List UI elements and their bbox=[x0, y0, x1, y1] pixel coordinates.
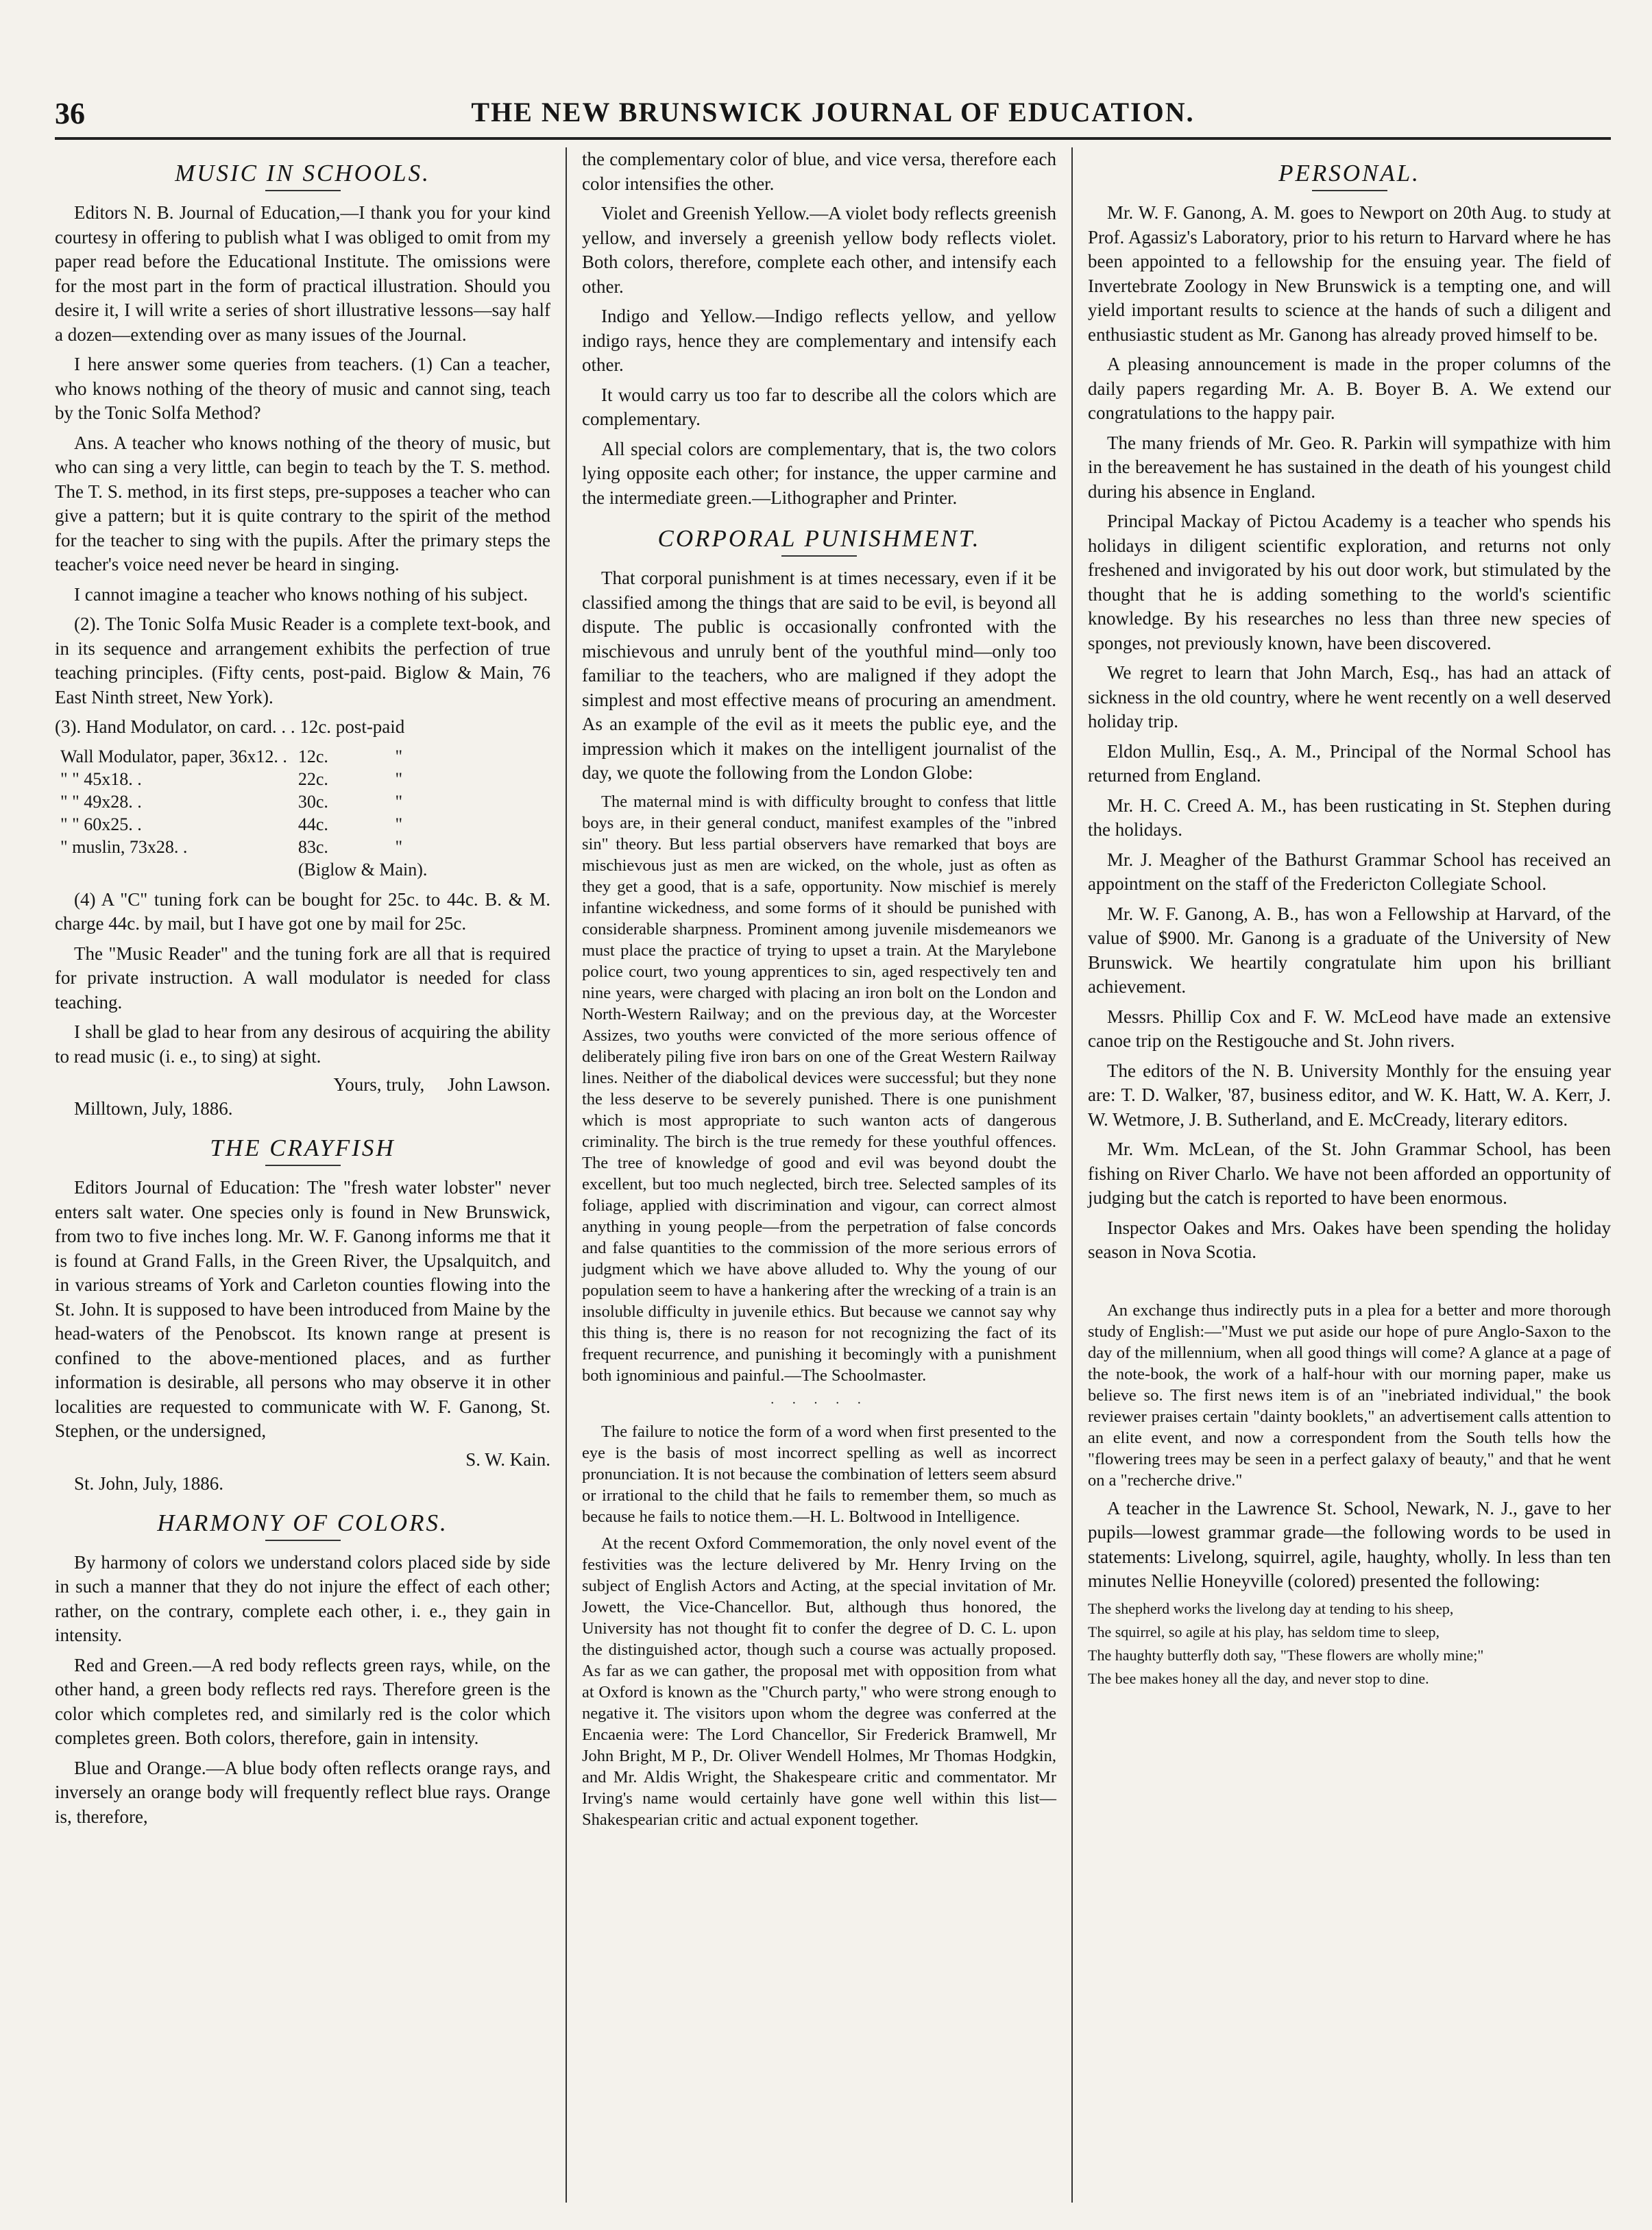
heading-rule bbox=[781, 555, 857, 557]
price-row bbox=[55, 768, 433, 790]
header-rule bbox=[55, 137, 1611, 140]
personal-paragraph: We regret to learn that John March, Esq., has had an attack of sickness in the old country, where he went recently on a well deserved holiday trip. bbox=[1088, 662, 1611, 731]
price-item: " " 45x18. . bbox=[60, 768, 142, 789]
personal-paragraph: The many friends of Mr. Geo. R. Parkin will sympathize with him in the bereavement he has sustained in the death of his youngest child during his absence in England. bbox=[1088, 432, 1611, 502]
column-middle bbox=[566, 147, 1073, 2203]
price-row bbox=[55, 836, 433, 858]
harmony-paragraph: It would carry us too far to describe all the colors which are complementary. bbox=[582, 384, 1056, 429]
price-row bbox=[55, 790, 433, 813]
journal-title: THE NEW BRUNSWICK JOURNAL OF EDUCATION. bbox=[471, 97, 1195, 128]
price-item: Wall Modulator, paper, 36x12. . bbox=[60, 746, 287, 766]
music-paragraph: Ans. A teacher who knows nothing of the theory of music, but who can sing a very little, can begin to teach by the T. S. method. The T. S. method, in its first steps, pre-supposes a teacher who can give a pattern; but it is quite contrary to the spirit of the method for the teacher to sing with the pupils. After the primary steps the teacher's voice need never be heard in singing. bbox=[55, 432, 550, 574]
page-number: 36 bbox=[55, 97, 85, 130]
personal-paragraph: Messrs. Phillip Cox and F. W. McLeod have made an extensive canoe trip on the Restigouche and St. John rivers. bbox=[1088, 1006, 1611, 1051]
price-row bbox=[55, 858, 433, 881]
price-value: 83c. bbox=[297, 836, 328, 857]
heading-rule bbox=[265, 1165, 341, 1166]
heading-rule bbox=[265, 1540, 341, 1541]
personal-paragraph: A pleasing announcement is made in the proper columns of the daily papers regarding Mr. A. B. Boyer B. A. We extend our congratulations to the happy pair. bbox=[1088, 354, 1611, 423]
harmony-paragraph: Violet and Greenish Yellow.—A violet body reflects greenish yellow, and inversely a greenish yellow body reflects violet. Both colors, therefore, complete each other, and intensify each other. bbox=[582, 203, 1056, 297]
section-separator bbox=[1088, 1274, 1611, 1290]
exchange-item bbox=[1088, 1300, 1611, 1491]
heading-personal: PERSONAL. bbox=[1278, 160, 1420, 186]
music-signature-line bbox=[55, 1074, 550, 1095]
price-item: " " 60x25. . bbox=[60, 814, 142, 834]
price-item: " " 49x28. . bbox=[60, 791, 142, 812]
price-ditto: " bbox=[395, 791, 403, 812]
personal-paragraph: Eldon Mullin, Esq., A. M., Principal of the Normal School has returned from England. bbox=[1088, 740, 1611, 786]
price-value: 12c. bbox=[297, 746, 328, 766]
poem-line: The bee makes honey all the day, and never stop to dine. bbox=[1088, 1669, 1429, 1687]
music-paragraph: (4) A "C" tuning fork can be bought for 25c. to 44c. B. & M. charge 44c. by mail, but I have got one by mail for 25c. bbox=[55, 888, 550, 934]
harmony-paragraph: the complementary color of blue, and vice versa, therefore each color intensifies the other. bbox=[582, 149, 1056, 194]
price-value: 22c. bbox=[297, 768, 328, 789]
personal-paragraph: Mr. Wm. McLean, of the St. John Grammar School, has been fishing on River Charlo. We have not been afforded an opportunity of judging but the catch is reported to have been enormous. bbox=[1088, 1139, 1611, 1208]
music-dateline: Milltown, July, 1886. bbox=[74, 1098, 233, 1119]
poem-line: The shepherd works the livelong day at tending to his sheep, bbox=[1088, 1599, 1454, 1617]
personal-paragraph: Mr. H. C. Creed A. M., has been rusticating in St. Stephen during the holidays. bbox=[1088, 795, 1611, 840]
harmony-paragraph: Blue and Orange.—A blue body often reflects orange rays, and inversely an orange body will frequently reflect blue rays. Orange is, therefore, bbox=[55, 1757, 550, 1827]
music-paragraph: I cannot imagine a teacher who knows nothing of his subject. bbox=[74, 583, 529, 605]
heading-corporal-punishment: CORPORAL PUNISHMENT. bbox=[657, 525, 981, 552]
crayfish-dateline: St. John, July, 1886. bbox=[74, 1472, 224, 1494]
music-paragraph: (2). The Tonic Solfa Music Reader is a complete text-book, and in its sequence and arrangement exhibits the perfection of true teaching principles. (Fifty cents, post-paid. Biglow & Main, 76 East Ninth street, New York). bbox=[55, 614, 550, 707]
heading-crayfish: THE CRAYFISH bbox=[210, 1135, 396, 1161]
harmony-paragraph: By harmony of colors we understand colors placed side by side in such a manner that they do not injure the effect of each other; rather, on the contrary, complete each other, i. e., they gain in intensity. bbox=[55, 1551, 550, 1645]
corporal-paragraph: That corporal punishment is at times necessary, even if it be classified among the things that are said to be evil, is beyond all dispute. The public is occasionally confronted with the mischievous and unruly bent of the youthful mind—only too familiar to the teachers, who are maligned if they adopt the simplest and most effective means of procuring an amendment. As an example of the evil as it meets the public eye, and the impression which it makes on the intelligent journalist of the day, we quote the following from the London Globe: bbox=[582, 568, 1056, 783]
columns bbox=[55, 147, 1611, 2203]
harmony-paragraph: Red and Green.—A red body reflects green rays, while, on the other hand, a green body reflects red rays. Therefore green is the color which completes red, and similarly red is the color which completes green. Both colors, therefore, gain in intensity. bbox=[55, 1654, 550, 1748]
spelling-item bbox=[582, 1421, 1056, 1527]
music-paragraph: I here answer some queries from teachers. (1) Can a teacher, who knows nothing of the theory of music and cannot sing, teach by the Tonic Solfa Method? bbox=[55, 354, 550, 423]
newark-paragraph: A teacher in the Lawrence St. School, Newark, N. J., gave to her pupils—lowest grammar grade—the following words to be used in statements: Livelong, squirrel, agile, haughty, wholly. In less than ten minutes Nellie Honeyville (colored) presented the following: bbox=[1088, 1497, 1611, 1591]
spelling-paragraph: The failure to notice the form of a word when first presented to the eye is the basis of most incorrect spelling as well as incorrect pronunciation. It is not because the combination of letters seem absurd or irrational to the child that he fails to remember them, so much as because he fails to notice them.—H. L. Boltwood in Intelligence. bbox=[582, 1422, 1056, 1526]
price-row bbox=[55, 745, 433, 768]
personal-paragraph: Inspector Oakes and Mrs. Oakes have been spending the holiday season in Nova Scotia. bbox=[1088, 1217, 1611, 1262]
price-ditto: " bbox=[395, 814, 403, 834]
price-value: 30c. bbox=[297, 791, 328, 812]
heading-harmony-of-colors: HARMONY OF COLORS. bbox=[157, 1509, 448, 1536]
column-right bbox=[1073, 147, 1611, 2203]
price-note: (Biglow & Main). bbox=[297, 859, 428, 880]
price-value: 44c. bbox=[297, 814, 328, 834]
personal-paragraph: Mr. W. F. Ganong, A. M. goes to Newport on 20th Aug. to study at Prof. Agassiz's Laboratory, prior to his return to Harvard where he has been appointed to a fellowship for the ensuing year. The field of Invertebrate Zoology in New Brunswick is a tempting one, and will yield important results to science at the hands of such a diligent and enthusiastic student as Mr. Ganong has already proved himself to be. bbox=[1088, 202, 1611, 345]
column-left bbox=[55, 147, 566, 2203]
poem-line: The squirrel, so agile at his play, has seldom time to sleep, bbox=[1088, 1623, 1440, 1640]
music-signature: John Lawson. bbox=[448, 1074, 550, 1095]
price-ditto: " bbox=[395, 746, 403, 766]
crayfish-paragraph: Editors Journal of Education: The "fresh water lobster" never enters salt water. One species only is found in New Brunswick, from two to five inches long. Mr. W. F. Ganong informs me that it is found at Grand Falls, in the Green River, the Upsalquitch, and in various streams of York and Carleton counties flowing into the St. John. It is supposed to have been introduced from Maine by the head-waters of the Penobscot. Its known range at present is confined to the above-mentioned places, and as further information is desirable, all persons who may observe it in other localities are requested to communicate with W. F. Ganong, St. Stephen, or the undersigned, bbox=[55, 1177, 550, 1441]
price-ditto: " bbox=[395, 836, 403, 857]
heading-music-in-schools: MUSIC IN SCHOOLS. bbox=[175, 160, 430, 186]
music-paragraph: Editors N. B. Journal of Education,—I thank you for your kind courtesy in offering to publish what I was obliged to omit from my paper read before the Educational Institute. The omissions were for the most part in the form of practical illustration. Should you desire it, I will write a series of short illustrative lessons—say half a dozen—extending over as many issues of the Journal. bbox=[55, 202, 550, 345]
music-paragraph: The "Music Reader" and the tuning fork are all that is required for private instruction. A wall modulator is needed for class teaching. bbox=[55, 943, 550, 1013]
music-paragraph: (3). Hand Modulator, on card. . . 12c. post-paid bbox=[55, 716, 405, 737]
corporal-quotation bbox=[582, 791, 1056, 1386]
running-head bbox=[55, 96, 1611, 137]
music-paragraph: I shall be glad to hear from any desirous of acquiring the ability to read music (i. e., to sing) at sight. bbox=[55, 1021, 550, 1067]
harmony-paragraph: All special colors are complementary, that is, the two colors lying opposite each other; for instance, the upper carmine and the intermediate green.—Lithographer and Printer. bbox=[582, 438, 1056, 508]
personal-paragraph: Mr. W. F. Ganong, A. B., has won a Fellowship at Harvard, of the value of $900. Mr. Ganong is a graduate of the University of New Brunswick. We heartily congratulate him upon his brilliant achievement. bbox=[1088, 903, 1611, 997]
section-separator: · · · · · bbox=[770, 1395, 868, 1411]
price-ditto: " bbox=[395, 768, 403, 789]
personal-paragraph: Principal Mackay of Pictou Academy is a teacher who spends his holidays in diligent scientific exploration, and returns not only freshened and invigorated by his out door work, but stimulated by the thought that he is adding something to the world's scientific knowledge. By his researches no less than three new species of sponges, not previously known, have been discovered. bbox=[1088, 511, 1611, 653]
personal-paragraph: The editors of the N. B. University Monthly for the ensuing year are: T. D. Walker, '87, business editor, and W. K. Hatt, W. A. Kerr, J. W. Wetmore, J. B. Sutherland, and E. McCready, literary editors. bbox=[1088, 1060, 1611, 1130]
music-signoff: Yours, truly, bbox=[333, 1074, 425, 1095]
personal-paragraph: Mr. J. Meagher of the Bathurst Grammar School has received an appointment on the staff of the Fredericton Collegiate School. bbox=[1088, 849, 1611, 894]
oxford-paragraph: At the recent Oxford Commemoration, the only novel event of the festivities was the lecture delivered by Mr. Henry Irving on the subject of English Actors and Acting, at the special invitation of Mr. Jowett, the Vice-Chancellor. But, although thus honored, the University has not thought fit to confer the degree of D. C. L. upon the distinguished actor, though such a course was actually proposed. As far as we can gather, the proposal met with opposition from what at Oxford is known as the "Church party," who were strong enough to negative it. The visitors upon whom the degree was conferred at the Encaenia were: The Lord Chancellor, Sir Frederick Bramwell, Mr John Bright, M P., Dr. Oliver Wendell Holmes, Mr Thomas Hodgkin, and Mr. Aldis Wright, the Shakespeare critic and commentator. Mr Irving's name would certainly have gone well within this list—Shakespearian critic and actual exponent together. bbox=[582, 1534, 1056, 1829]
poem-line: The haughty butterfly doth say, "These flowers are wholly mine;" bbox=[1088, 1646, 1484, 1664]
price-row bbox=[55, 813, 433, 836]
heading-rule bbox=[265, 190, 341, 191]
oxford-item bbox=[582, 1533, 1056, 1830]
exchange-paragraph: An exchange thus indirectly puts in a plea for a better and more thorough study of English:—"Must we put aside our hope of pure Anglo-Saxon to the day of the millennium, when all good things will come? A glance at a page of the note-book, the work of a half-hour with our morning paper, make us believe so. The first news item is of an "inebriated individual," the book reviewer praises certain "dainty booklets," an advertisement calls attention to an elite event, and now a correspondent from the South tells how the "flowering trees may be seen in a perfect galaxy of beauty," and that he went on a "recherche drive." bbox=[1088, 1300, 1611, 1490]
harmony-paragraph: Indigo and Yellow.—Indigo reflects yellow, and yellow indigo rays, hence they are complementary and intensify each other. bbox=[582, 306, 1056, 375]
corporal-quote-paragraph: The maternal mind is with difficulty brought to confess that little boys are, in their general conduct, manifest examples of the "inbred sin" theory. But less partial observers have remarked that boys are mischievous just as men are wicked, on the whole, just as often as they get a good, that is a safe, opportunity. Now mischief is merely infantine wickedness, and some forms of it should be punished with considerable sharpness. Prominent among juvenile misdemeanors we must place the practice of trying to upset a train. At the Marylebone police court, two young apprentices to sin, aged respectively ten and nine years, were charged with placing an iron bolt on the London and North-Western Railway; and on the previous day, at the Worcester Assizes, two youths were convicted of the more serious offence of deliberately piling five iron bars on one of the Great Western Railway lines. Neither of the diabolical devices were successful; but they none the less deserve to be severely punished. There is one punishment which is most appropriate to such wanton acts of dangerous criminality. The birch is the true remedy for these youthful offences. The tree of knowledge of good and evil was beyond doubt the excellent, but too much neglected, birch tree. Selected samples of its foliage, applied with discrimination and vigour, can correct almost anything in young people—from the perpetration of false concords and false quantities to the commission of the more serious errors of judgment which we have above alluded to. Why the young of our population seem to have a hankering after the wrecking of a train is an insoluble difficulty in juvenile ethics. But because we cannot say why this thing is, there is no reason for not recognizing the fact of its frequent recurrence, and punishing it becomingly with a punishment both ignominious and painful.—The Schoolmaster. bbox=[582, 792, 1056, 1385]
crayfish-signature: S. W. Kain. bbox=[465, 1449, 550, 1470]
price-item: " muslin, 73x28. . bbox=[60, 836, 188, 857]
price-table bbox=[55, 745, 433, 881]
heading-rule bbox=[1312, 190, 1387, 191]
